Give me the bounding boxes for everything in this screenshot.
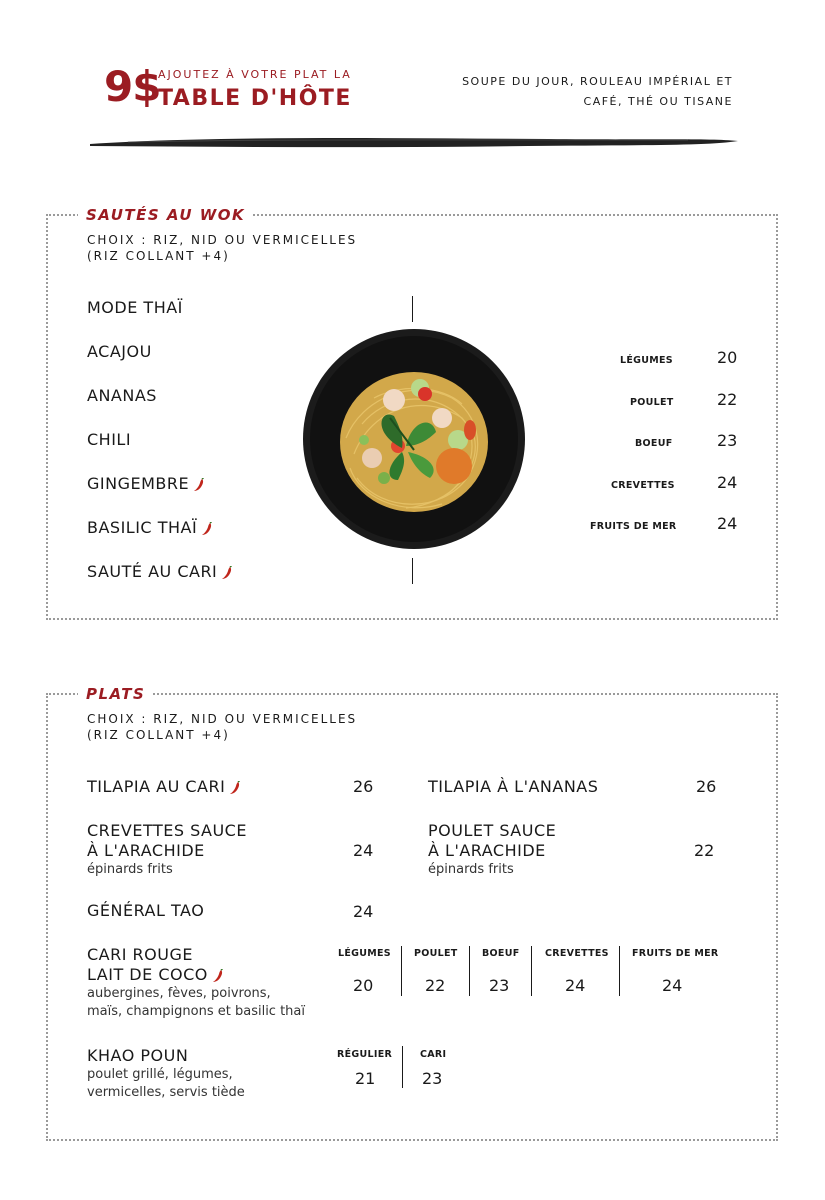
- wok-option-price: 24: [717, 473, 738, 492]
- wok-option-label: POULET: [630, 397, 674, 408]
- plat-item: POULET SAUCE À L'ARACHIDE épinards frits: [428, 821, 557, 877]
- plat-price: 26: [353, 777, 374, 796]
- divider: [402, 1046, 403, 1088]
- table-dhote-price: 9$: [104, 62, 161, 111]
- plat-price: 24: [353, 841, 374, 860]
- plat-option-price: 23: [422, 1069, 443, 1088]
- plat-item: TILAPIA AU CARI: [87, 777, 241, 796]
- wok-choice: CHOIX : RIZ, NID OU VERMICELLES (RIZ COLLANT +4): [87, 233, 358, 263]
- wok-option-price: 20: [717, 348, 738, 367]
- plat-option-price: 22: [425, 976, 446, 995]
- chili-pepper-icon: [229, 781, 241, 795]
- plat-price: 22: [694, 841, 715, 860]
- wok-item: MODE THAÏ: [87, 298, 183, 317]
- divider: [401, 946, 402, 996]
- plat-option-label: BOEUF: [482, 948, 520, 959]
- table-dhote-title: TABLE D'HÔTE: [158, 86, 352, 111]
- divider: [469, 946, 470, 996]
- plat-item: GÉNÉRAL TAO: [87, 901, 205, 920]
- plat-item: KHAO POUN poulet grillé, légumes, vermicelles, servis tiède: [87, 1046, 245, 1100]
- wok-option-label: LÉGUMES: [620, 355, 673, 366]
- plat-item: CARI ROUGE LAIT DE COCO aubergines, fèves, poivrons, maïs, champignons et basilic thaï: [87, 945, 305, 1019]
- divider: [531, 946, 532, 996]
- plat-option-price: 21: [355, 1069, 376, 1088]
- wok-item: CHILI: [87, 430, 132, 449]
- noodle-dish-photo: [302, 328, 526, 550]
- plat-description: épinards frits: [87, 862, 173, 877]
- plat-item: TILAPIA À L'ANANAS: [428, 777, 599, 796]
- plat-description: aubergines, fèves, poivrons,: [87, 986, 271, 1001]
- plat-option-label: CREVETTES: [545, 948, 609, 959]
- divider: [412, 296, 413, 322]
- wok-item: ANANAS: [87, 386, 157, 405]
- plat-description: poulet grillé, légumes,: [87, 1067, 233, 1082]
- plats-choice: CHOIX : RIZ, NID OU VERMICELLES (RIZ COLLANT +4): [87, 712, 358, 742]
- plat-option-label: FRUITS DE MER: [632, 948, 719, 959]
- wok-option-price: 24: [717, 514, 738, 533]
- wok-item: GINGEMBRE: [87, 474, 205, 493]
- plat-option-label: POULET: [414, 948, 458, 959]
- chili-pepper-icon: [193, 478, 205, 492]
- table-dhote-includes: SOUPE DU JOUR, ROULEAU IMPÉRIAL ET CAFÉ, THÉ OU TISANE: [462, 75, 733, 108]
- plat-item: CREVETTES SAUCE À L'ARACHIDE épinards frits: [87, 821, 247, 877]
- wok-option-price: 22: [717, 390, 738, 409]
- plat-description: vermicelles, servis tiède: [87, 1085, 245, 1100]
- plat-option-price: 24: [662, 976, 683, 995]
- plat-option-price: 23: [489, 976, 510, 995]
- plat-option-label: CARI: [420, 1049, 447, 1060]
- wok-option-label: BOEUF: [635, 438, 673, 449]
- brush-stroke-divider: [88, 132, 740, 152]
- divider: [412, 558, 413, 584]
- plats-section-title: PLATS: [78, 685, 153, 703]
- plat-price: 24: [353, 902, 374, 921]
- chili-pepper-icon: [221, 566, 233, 580]
- wok-option-label: FRUITS DE MER: [590, 521, 677, 532]
- wok-item: ACAJOU: [87, 342, 152, 361]
- plat-option-label: LÉGUMES: [338, 948, 391, 959]
- plat-option-price: 20: [353, 976, 374, 995]
- plat-option-price: 24: [565, 976, 586, 995]
- plat-description: épinards frits: [428, 862, 514, 877]
- chili-pepper-icon: [201, 522, 213, 536]
- wok-option-label: CREVETTES: [611, 480, 675, 491]
- table-dhote-intro: AJOUTEZ À VOTRE PLAT LA: [158, 68, 352, 81]
- divider: [619, 946, 620, 996]
- wok-item: SAUTÉ AU CARI: [87, 562, 233, 581]
- plat-price: 26: [696, 777, 717, 796]
- wok-section-title: SAUTÉS AU WOK: [78, 206, 253, 224]
- wok-option-price: 23: [717, 431, 738, 450]
- chili-pepper-icon: [212, 969, 224, 983]
- wok-item: BASILIC THAÏ: [87, 518, 213, 537]
- plat-description: maïs, champignons et basilic thaï: [87, 1004, 305, 1019]
- plat-option-label: RÉGULIER: [337, 1049, 393, 1060]
